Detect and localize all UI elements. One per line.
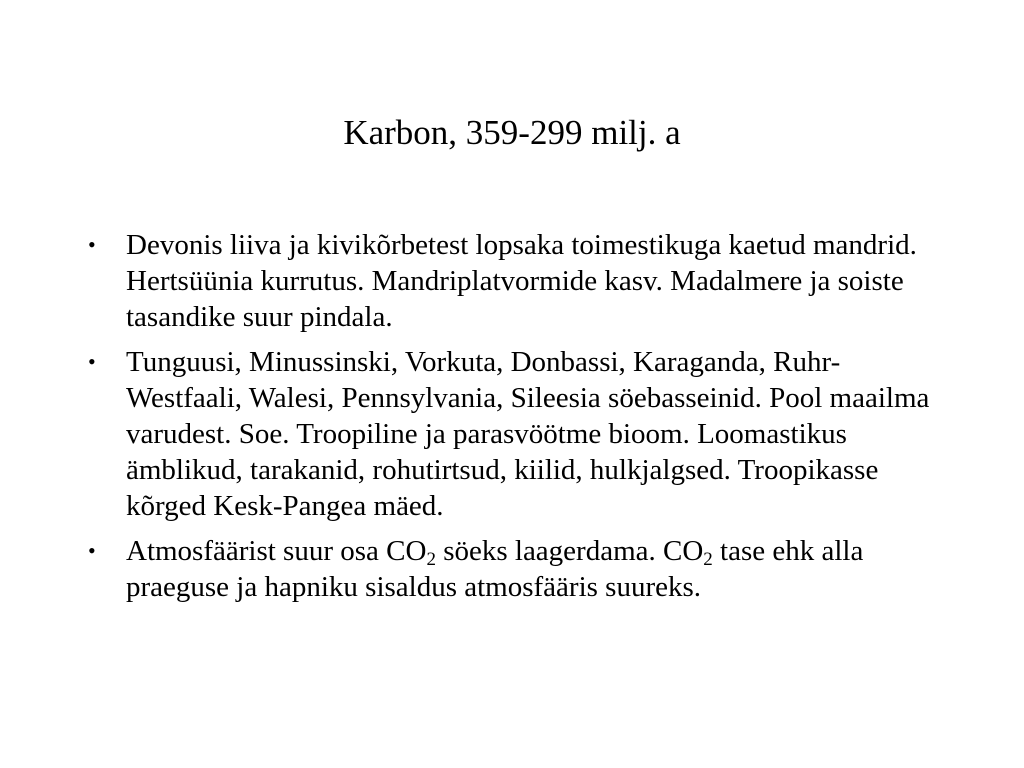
bullet-item bbox=[84, 227, 944, 335]
bullet-text-part: söeks laagerdama. CO bbox=[435, 535, 704, 567]
bullet-icon: • bbox=[88, 349, 96, 374]
subscript-2: 2 bbox=[703, 549, 713, 570]
bullet-text: Tunguusi, Minussinski, Vorkuta, Donbassi, Karaganda, Ruhr-Westfaali, Walesi, Pennsylvania, Sileesia söebasseinid. Pool maailma varudest. Soe. Troopiline ja parasvöötme bioom. Loomastikus ämblikud, tarakanid, rohutirtsud, kiilid, hulkjalgsed. Troopikasse kõrged Kesk-Pangea mäed. bbox=[126, 346, 930, 522]
bullet-text bbox=[126, 535, 863, 603]
bullet-list bbox=[84, 227, 944, 614]
bullet-text-part: Atmosfäärist suur osa CO bbox=[126, 535, 427, 567]
bullet-text-part: tase ehk alla praeguse ja hapniku sisaldus atmosfääris suureks. bbox=[126, 535, 864, 603]
bullet-icon: • bbox=[88, 538, 96, 563]
slide-title: Karbon, 359-299 milj. a bbox=[343, 113, 681, 152]
bullet-item bbox=[84, 344, 944, 524]
bullet-icon: • bbox=[88, 232, 96, 257]
bullet-text: Devonis liiva ja kivikõrbetest lopsaka toimestikuga kaetud mandrid. Hertsüünia kurrutus. Mandriplatvormide kasv. Madalmere ja soiste tasandike suur pindala. bbox=[126, 229, 917, 333]
bullet-item bbox=[84, 533, 944, 605]
subscript-2: 2 bbox=[426, 549, 436, 570]
